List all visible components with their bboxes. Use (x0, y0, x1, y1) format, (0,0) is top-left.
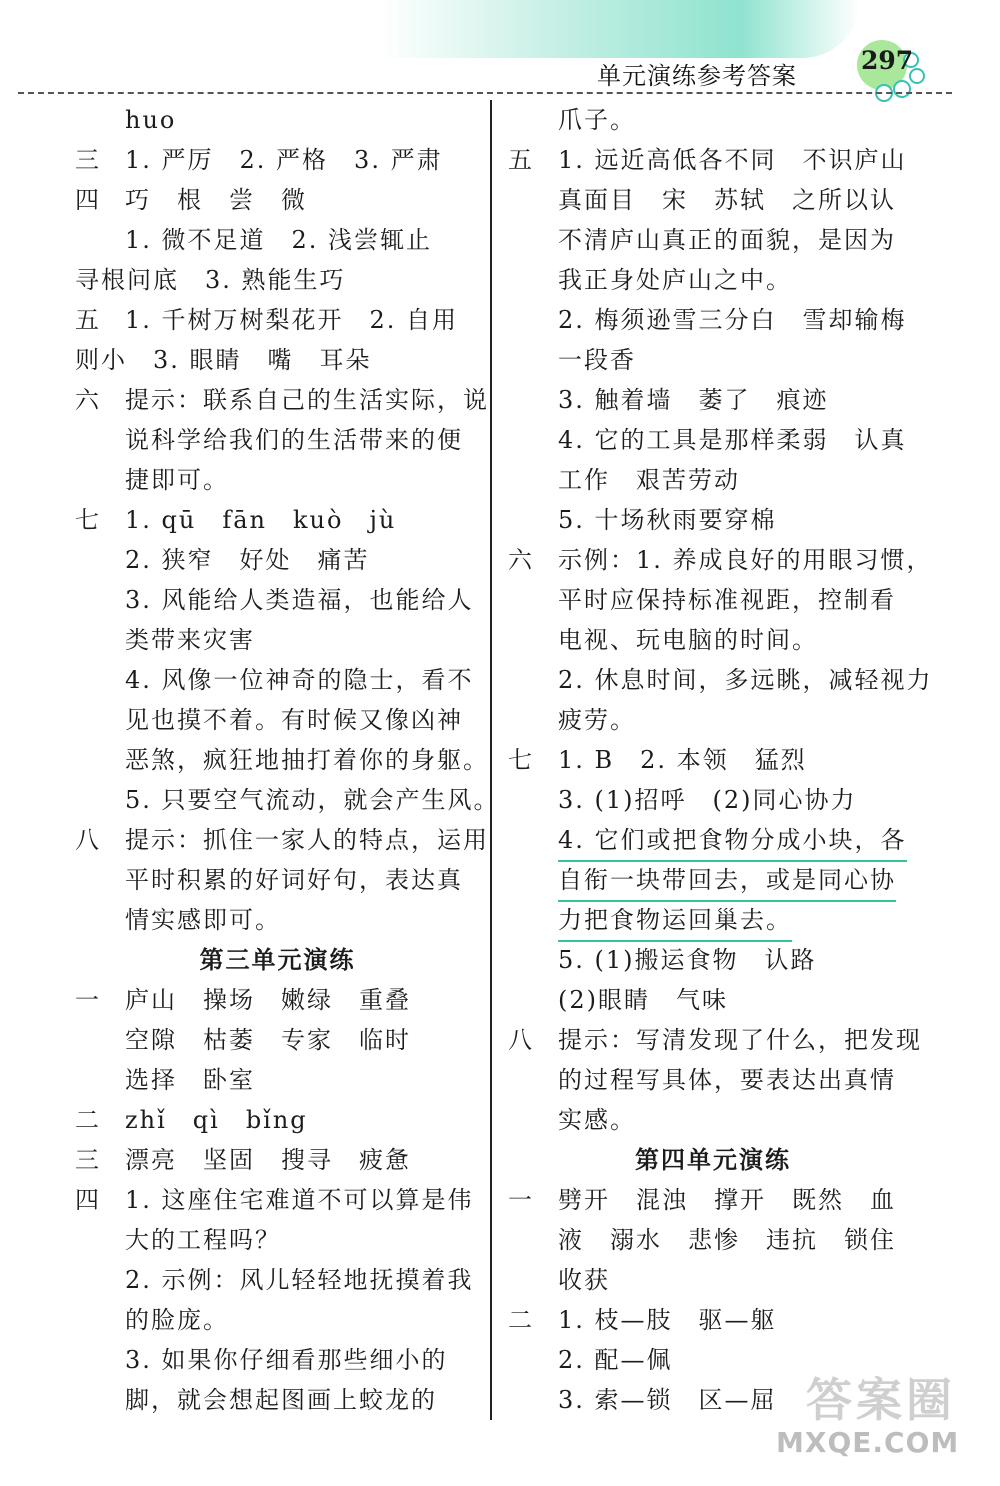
answer-line (508, 660, 933, 700)
answer-line (75, 740, 489, 780)
answer-line (75, 500, 480, 540)
answer-line (508, 140, 918, 180)
answer-text: 恶煞，疯狂地抽打着你的身躯。 (125, 746, 489, 774)
answer-text: 情实感即可。 (125, 906, 281, 934)
answer-text: 真面目 宋 苏轼 之所以认 (558, 186, 896, 214)
question-number: 三 (75, 1146, 101, 1174)
answer-line (75, 700, 480, 740)
answer-text: 空隙 枯萎 专家 临时 (125, 1026, 411, 1054)
answer-text: 液 溺水 悲惨 违抗 锁住 (558, 1226, 896, 1254)
page-header-title: 单元演练参考答案 (597, 62, 797, 90)
question-number: 一 (508, 1186, 534, 1214)
answer-line (508, 980, 918, 1020)
question-number: 四 (75, 186, 101, 214)
answer-text: 1. 千树万树梨花开 2. 自用 (125, 306, 459, 334)
answer-text: 庐山 操场 嫩绿 重叠 (125, 986, 411, 1014)
question-number: 三 (75, 146, 101, 174)
answer-text: 第四单元演练 (635, 1146, 791, 1174)
answer-line (508, 1020, 922, 1060)
answer-text: 选择 卧室 (125, 1066, 255, 1094)
answer-line (508, 300, 918, 340)
left-column (75, 100, 500, 1420)
answer-text: 1. 严厉 2. 严格 3. 严肃 (125, 146, 443, 174)
answer-line (75, 1380, 480, 1420)
answer-text: 2. 示例：风儿轻轻地抚摸着我 (125, 1266, 474, 1294)
answer-text: zhǐ qì bǐng (125, 1106, 308, 1134)
answer-text: 1. 微不足道 2. 浅尝辄止 (125, 226, 433, 254)
question-number: 一 (75, 986, 101, 1014)
answer-line (75, 180, 480, 220)
answer-text: 2. 狭窄 好处 痛苦 (125, 546, 370, 574)
answer-text: 的过程写具体，要表达出真情 (558, 1066, 896, 1094)
answer-line (75, 460, 480, 500)
answer-line (75, 660, 480, 700)
answer-line (75, 1300, 480, 1340)
answer-line (508, 620, 918, 660)
answer-line (508, 180, 918, 220)
answer-text: 3. 风能给人类造福，也能给人 (125, 586, 474, 614)
answer-line (508, 580, 918, 620)
answer-line (75, 1140, 480, 1180)
answer-line (508, 220, 918, 260)
answer-line (75, 820, 489, 860)
question-number: 七 (75, 506, 101, 534)
answer-text: 4. 风像一位神奇的隐士，看不 (125, 666, 474, 694)
answer-line (75, 1260, 480, 1300)
answer-text: 说科学给我们的生活带来的便 (125, 426, 463, 454)
answer-text: 5. (1)搬运食物 认路 (558, 946, 817, 974)
header-divider (18, 92, 952, 94)
question-number: 五 (508, 146, 534, 174)
answer-text: 我正身处庐山之中。 (558, 266, 792, 294)
answer-text: 漂亮 坚固 搜寻 疲惫 (125, 1146, 411, 1174)
answer-line (75, 100, 480, 140)
answer-text: 大的工程吗？ (125, 1226, 281, 1254)
answer-text: 4. 它们或把食物分成小块，各 (558, 820, 907, 862)
answer-line (75, 300, 480, 340)
question-number: 六 (508, 546, 534, 574)
answer-text: 示例：1. 养成良好的用眼习惯， (558, 546, 933, 574)
answer-text: 3. 触着墙 萎了 痕迹 (558, 386, 829, 414)
answer-text: 2. 梅须逊雪三分白 雪却输梅 (558, 306, 907, 334)
answer-text: 1. 枝—肢 驱—躯 (558, 1306, 777, 1334)
answer-line (75, 1180, 480, 1220)
answer-line (508, 820, 918, 860)
answer-line (508, 340, 918, 380)
answer-line (508, 260, 918, 300)
answer-text: 提示：写清发现了什么，把发现 (558, 1026, 922, 1054)
answer-line (75, 1100, 480, 1140)
answer-text: 3. (1)招呼 (2)同心协力 (558, 786, 857, 814)
answer-text: 平时应保持标准视距，控制看 (558, 586, 896, 614)
answer-text: 脚，就会想起图画上蛟龙的 (125, 1386, 437, 1414)
answer-text: (2)眼睛 气味 (558, 986, 728, 1014)
answer-text: 第三单元演练 (199, 946, 356, 974)
answer-text: 工作 艰苦劳动 (558, 466, 740, 494)
answer-text: 3. 索—锁 区—屈 (558, 1386, 777, 1414)
question-number: 八 (75, 826, 101, 854)
answer-text: 提示：抓住一家人的特点，运用 (125, 826, 489, 854)
answer-line (508, 1220, 918, 1260)
answer-text: 实感。 (558, 1106, 636, 1134)
answer-line (75, 980, 480, 1020)
answer-line (508, 1180, 918, 1220)
answer-text: 3. 如果你仔细看那些细小的 (125, 1346, 448, 1374)
section-heading (508, 1140, 918, 1180)
answer-text: 寻根问底 3. 熟能生巧 (75, 266, 346, 294)
answer-line (75, 900, 480, 940)
answer-text: 则小 3. 眼睛 嘴 耳朵 (75, 346, 372, 374)
answer-line (75, 140, 480, 180)
answer-line (75, 1060, 480, 1100)
answer-line (75, 1220, 480, 1260)
column-divider (490, 100, 492, 1420)
answer-line (75, 260, 480, 300)
answer-line (508, 380, 918, 420)
answer-text: 1. 远近高低各不同 不识庐山 (558, 146, 907, 174)
answer-text: 2. 配—佩 (558, 1346, 673, 1374)
answer-line (508, 900, 918, 940)
answer-text: 2. 休息时间，多远眺，减轻视力 (558, 666, 933, 694)
answer-line (508, 540, 933, 580)
question-number: 七 (508, 746, 534, 774)
answer-line (508, 1300, 918, 1340)
question-number: 二 (75, 1106, 101, 1134)
answer-line (508, 700, 918, 740)
badge-bubble-icon (893, 80, 911, 98)
answer-line (508, 460, 918, 500)
question-number: 二 (508, 1306, 534, 1334)
header-banner (380, 0, 860, 58)
answer-line (508, 780, 918, 820)
question-number: 五 (75, 306, 101, 334)
answer-line (508, 860, 918, 900)
answer-line (75, 780, 500, 820)
answer-text: 爪子。 (558, 106, 636, 134)
right-column (508, 100, 933, 1420)
answer-text: 疲劳。 (558, 706, 636, 734)
answer-line (508, 1260, 918, 1300)
answer-text: 不清庐山真正的面貌，是因为 (558, 226, 896, 254)
answer-text: 电视、玩电脑的时间。 (558, 626, 818, 654)
answer-line (75, 420, 480, 460)
answer-text: 1. qū fān kuò jù (125, 506, 397, 534)
answer-text: 巧 根 尝 微 (125, 186, 307, 214)
answer-line (508, 940, 918, 980)
question-number: 四 (75, 1186, 101, 1214)
answer-text: 1. B 2. 本领 猛烈 (558, 746, 807, 774)
answer-text: 平时积累的好词好句，表达真 (125, 866, 463, 894)
watermark-logo: 答案圈 (806, 1373, 956, 1427)
answer-text: 自衔一块带回去，或是同心协 (558, 860, 896, 902)
answer-text: 劈开 混浊 撑开 既然 血 (558, 1186, 896, 1214)
answer-line (508, 420, 918, 460)
page-number: 297 (861, 46, 914, 75)
answer-line (508, 740, 918, 780)
answer-line (75, 860, 480, 900)
answer-line (75, 340, 480, 380)
answer-text: 5. 只要空气流动，就会产生风。 (125, 786, 500, 814)
question-number: 八 (508, 1026, 534, 1054)
answer-text: 见也摸不着。有时候又像凶神 (125, 706, 463, 734)
answer-line (508, 1060, 918, 1100)
question-number: 六 (75, 386, 101, 414)
answer-line (75, 1020, 480, 1060)
answer-text: 收获 (558, 1266, 610, 1294)
answer-text: 的脸庞。 (125, 1306, 229, 1334)
answer-line (508, 100, 918, 140)
section-heading (75, 940, 480, 980)
watermark (776, 1364, 986, 1474)
answer-line (508, 500, 918, 540)
answer-text: 提示：联系自己的生活实际，说 (125, 386, 489, 414)
answer-text: 一段香 (558, 346, 636, 374)
watermark-url: MXQE.COM (776, 1426, 960, 1459)
answer-text: huo (125, 106, 177, 134)
answer-line (508, 1100, 918, 1140)
answer-line (75, 220, 480, 260)
answer-line (75, 580, 480, 620)
answer-text: 4. 它的工具是那样柔弱 认真 (558, 426, 907, 454)
answer-text: 力把食物运回巢去。 (558, 900, 792, 942)
answer-line (75, 380, 489, 420)
answer-line (75, 1340, 480, 1380)
answer-text: 类带来灾害 (125, 626, 255, 654)
answer-line (75, 620, 480, 660)
answer-line (75, 540, 480, 580)
answer-text: 1. 这座住宅难道不可以算是伟 (125, 1186, 474, 1214)
answer-text: 5. 十场秋雨要穿棉 (558, 506, 777, 534)
answer-text: 捷即可。 (125, 466, 229, 494)
